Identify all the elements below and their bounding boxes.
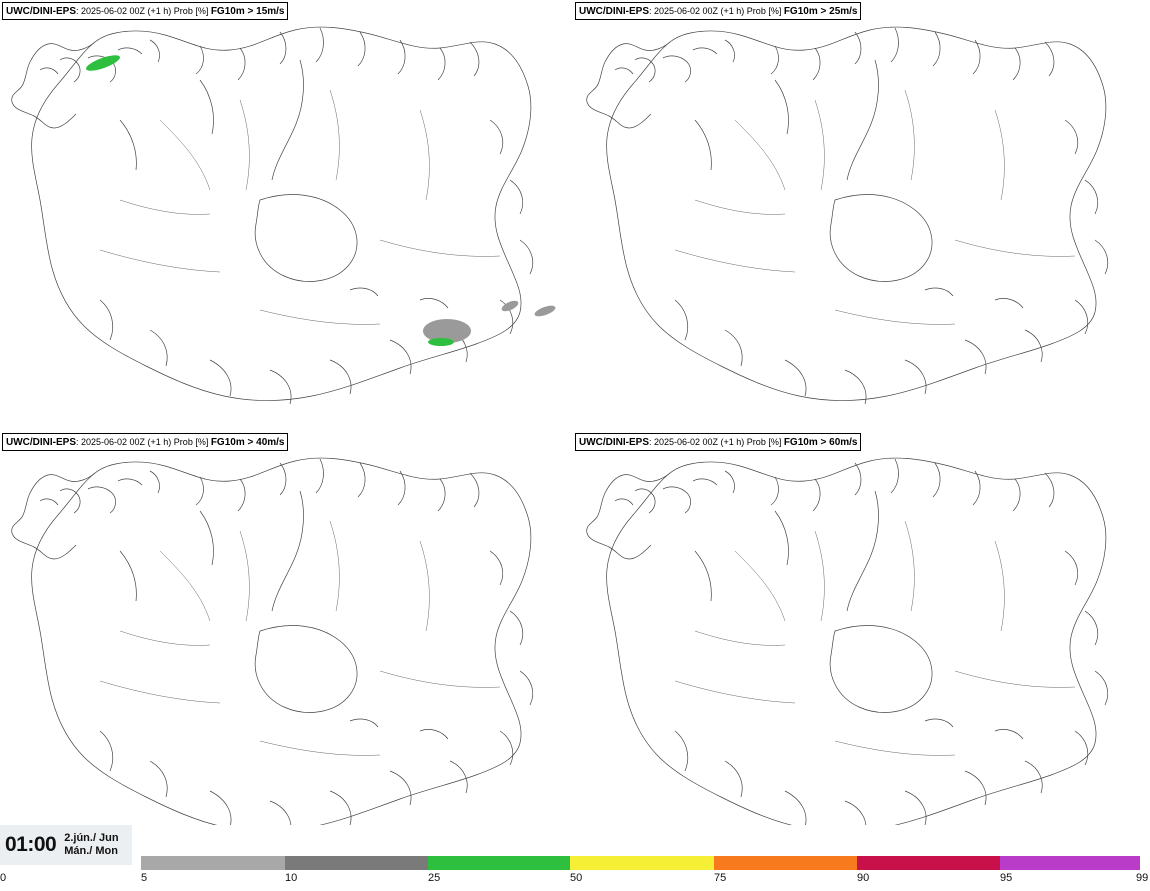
- panel-param-label-2: FG10m > 40m/s: [210, 437, 285, 448]
- colorbar-tick-0: 0: [0, 872, 7, 884]
- colorbar-segment-25-50: [428, 856, 570, 870]
- colorbar-tick-25: 25: [428, 872, 441, 884]
- probability-colorbar: [141, 856, 1146, 870]
- colorbar-tick-5: 5: [141, 872, 148, 884]
- panel-model-label-0: UWC/DINI-EPS: [6, 6, 76, 17]
- valid-date-line1: 2.jún./ Jun: [64, 832, 119, 844]
- iceland-map-2: [0, 431, 575, 862]
- panel-run-label-1: : 2025-06-02 00Z (+1 h) Prob [%]: [649, 6, 784, 16]
- iceland-map-3: [575, 431, 1150, 862]
- colorbar-segment-90-95: [857, 856, 1000, 870]
- panel-param-label-0: FG10m > 15m/s: [210, 6, 285, 17]
- colorbar-tick-95: 95: [1000, 872, 1013, 884]
- panel-run-label-3: : 2025-06-02 00Z (+1 h) Prob [%]: [649, 437, 784, 447]
- panel-model-label-3: UWC/DINI-EPS: [579, 437, 649, 448]
- colorbar-tick-90: 90: [857, 872, 870, 884]
- colorbar-tick-10: 10: [285, 872, 298, 884]
- map-panel-fg10m-25[interactable]: [575, 0, 1150, 431]
- map-panel-fg10m-40[interactable]: [0, 431, 575, 862]
- valid-date-line2: Mán./ Mon: [64, 845, 118, 857]
- colorbar-tick-50: 50: [570, 872, 583, 884]
- footer: [0, 825, 1150, 891]
- panel-param-label-1: FG10m > 25m/s: [783, 6, 858, 17]
- colorbar-segment-10-25: [285, 856, 428, 870]
- panel-title-1: [575, 2, 861, 20]
- panel-title-0: [2, 2, 288, 20]
- colorbar-segment-5-10: [141, 856, 285, 870]
- colorbar-tick-75: 75: [714, 872, 727, 884]
- panel-run-label-0: : 2025-06-02 00Z (+1 h) Prob [%]: [76, 6, 211, 16]
- colorbar-tick-99: 99: [1136, 872, 1149, 884]
- panel-param-label-3: FG10m > 60m/s: [783, 437, 858, 448]
- colorbar-segment-50-75: [570, 856, 714, 870]
- colorbar-segment->99: [1140, 856, 1150, 870]
- panel-title-2: [2, 433, 288, 451]
- map-panel-fg10m-15[interactable]: [0, 0, 575, 431]
- panel-model-label-2: UWC/DINI-EPS: [6, 437, 76, 448]
- valid-date: [64, 832, 118, 858]
- iceland-map-0: [0, 0, 575, 431]
- valid-time-box: [0, 825, 132, 865]
- map-panel-fg10m-60[interactable]: [575, 431, 1150, 862]
- colorbar-segment-75-90: [714, 856, 857, 870]
- iceland-map-1: [575, 0, 1150, 431]
- panel-run-label-2: : 2025-06-02 00Z (+1 h) Prob [%]: [76, 437, 211, 447]
- panel-title-3: [575, 433, 861, 451]
- valid-time: 01:00: [5, 833, 57, 856]
- colorbar-segment-95-99: [1000, 856, 1140, 870]
- panel-model-label-1: UWC/DINI-EPS: [579, 6, 649, 17]
- colorbar-tick-labels: [0, 872, 1150, 886]
